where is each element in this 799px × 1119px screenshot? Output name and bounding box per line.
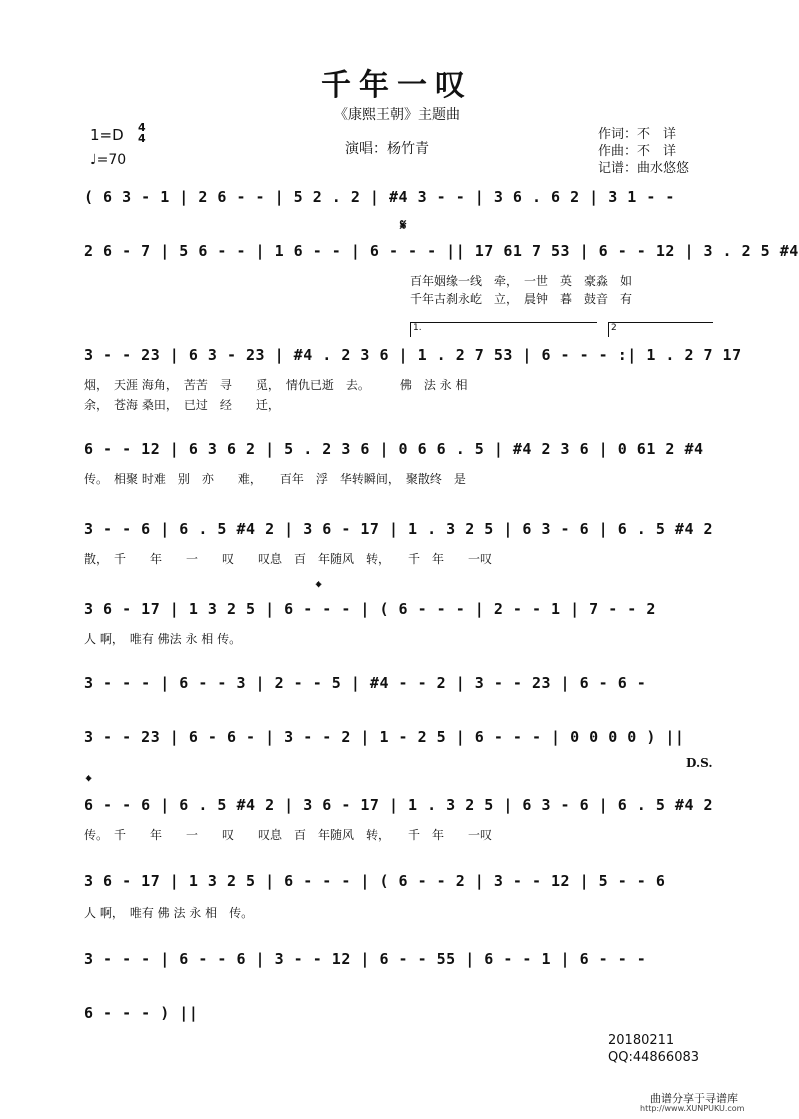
qq-contact: QQ:44866083 bbox=[608, 1050, 700, 1065]
score-row-5: 3 - - 6 | 6 . 5 #4 2 | 3 6 - 17 | 1 . 3 2 5 | 6 3 - 6 | 6 . 5 #4 2 bbox=[84, 520, 714, 538]
score-row-11: 3 - - - | 6 - - 6 | 3 - - 12 | 6 - - 55 | 6 - - 1 | 6 - - - bbox=[84, 950, 647, 968]
watermark-url: http://www.XUNPUKU.com bbox=[640, 1104, 745, 1113]
lyrics-row-9: 传。 千 年 一 叹 叹息 百 年随风 转， 千 年 一叹 bbox=[84, 828, 493, 842]
score-title: 千年一叹 bbox=[321, 68, 473, 103]
composer-credit: 作曲：不 详 bbox=[598, 144, 677, 159]
transcription-date: 20180211 bbox=[608, 1033, 675, 1048]
singer-credit: 演唱：杨竹青 bbox=[345, 141, 429, 157]
segno-icon: 𝄋 bbox=[400, 216, 407, 234]
score-row-2: 2 6 - 7 | 5 6 - - | 1 6 - - | 6 - - - || 17 61 7 53 | 6 - - 12 | 3 . 2 5 #4 bbox=[84, 242, 799, 260]
lyricist-credit: 作词：不 详 bbox=[598, 127, 677, 142]
score-row-1: ( 6 3 - 1 | 2 6 - - | 5 2 . 2 | #4 3 - - | 3 6 . 6 2 | 3 1 - - bbox=[84, 188, 675, 206]
lyrics-row-2-verse-1: 百年姻缘一线 牵， 一世 英 豪淼 如 bbox=[410, 274, 633, 288]
time-denominator: 4 bbox=[138, 132, 146, 145]
coda-icon: 𝄌 bbox=[316, 578, 322, 596]
score-row-6: 3 6 - 17 | 1 3 2 5 | 6 - - - | ( 6 - - - | 2 - - 1 | 7 - - 2 bbox=[84, 600, 656, 618]
watermark-text: 曲谱分享于寻谱库 bbox=[650, 1092, 738, 1105]
tempo-marking: ♩=70 bbox=[90, 152, 127, 168]
key-signature: 1=D bbox=[90, 126, 124, 144]
credits-block bbox=[598, 126, 689, 177]
coda-icon-second: 𝄌 bbox=[86, 772, 92, 790]
score-row-3: 3 - - 23 | 6 3 - 23 | #4 . 2 3 6 | 1 . 2 7 53 | 6 - - - :| 1 . 2 7 17 bbox=[84, 346, 742, 364]
score-row-10: 3 6 - 17 | 1 3 2 5 | 6 - - - | ( 6 - - 2 | 3 - - 12 | 5 - - 6 bbox=[84, 872, 666, 890]
time-signature bbox=[138, 122, 146, 144]
volta-1-label: 1. bbox=[413, 323, 422, 333]
score-row-12: 6 - - - ) || bbox=[84, 1004, 199, 1022]
volta-2-label: 2 bbox=[611, 323, 617, 333]
volta-2-bracket bbox=[608, 322, 713, 337]
score-subtitle: 《康熙王朝》主题曲 bbox=[334, 107, 460, 123]
time-numerator: 4 bbox=[138, 121, 146, 134]
lyrics-row-6: 人 啊， 唯有 佛法 永 相 传。 bbox=[84, 632, 242, 646]
score-row-8: 3 - - 23 | 6 - 6 - | 3 - - 2 | 1 - 2 5 | 6 - - - | 0 0 0 0 ) || bbox=[84, 728, 685, 746]
lyrics-row-3-verse-1: 烟， 天涯 海角， 苦苦 寻 觅， 情仇已逝 去。 佛 法 永 相 bbox=[84, 378, 468, 392]
volta-1-bracket bbox=[410, 322, 597, 337]
ds-marking: D.S. bbox=[686, 756, 713, 770]
score-row-4: 6 - - 12 | 6 3 6 2 | 5 . 2 3 6 | 0 6 6 . 5 | #4 2 3 6 | 0 61 2 #4 bbox=[84, 440, 704, 458]
lyrics-row-5: 散， 千 年 一 叹 叹息 百 年随风 转， 千 年 一叹 bbox=[84, 552, 493, 566]
lyrics-row-3-verse-2: 余， 苍海 桑田， 已过 经 迁， bbox=[84, 398, 280, 412]
lyrics-row-2-verse-2: 千年古刹永屹 立， 晨钟 暮 鼓音 有 bbox=[410, 292, 633, 306]
score-row-7: 3 - - - | 6 - - 3 | 2 - - 5 | #4 - - 2 | 3 - - 23 | 6 - 6 - bbox=[84, 674, 647, 692]
transcriber-credit: 记谱：曲水悠悠 bbox=[598, 161, 690, 176]
lyrics-row-10: 人 啊， 唯有 佛 法 永 相 传。 bbox=[84, 906, 254, 920]
score-row-9: 6 - - 6 | 6 . 5 #4 2 | 3 6 - 17 | 1 . 3 2 5 | 6 3 - 6 | 6 . 5 #4 2 bbox=[84, 796, 714, 814]
lyrics-row-4: 传。 相聚 时难 别 亦 难， 百年 浮 华转瞬间， 聚散终 是 bbox=[84, 472, 466, 486]
